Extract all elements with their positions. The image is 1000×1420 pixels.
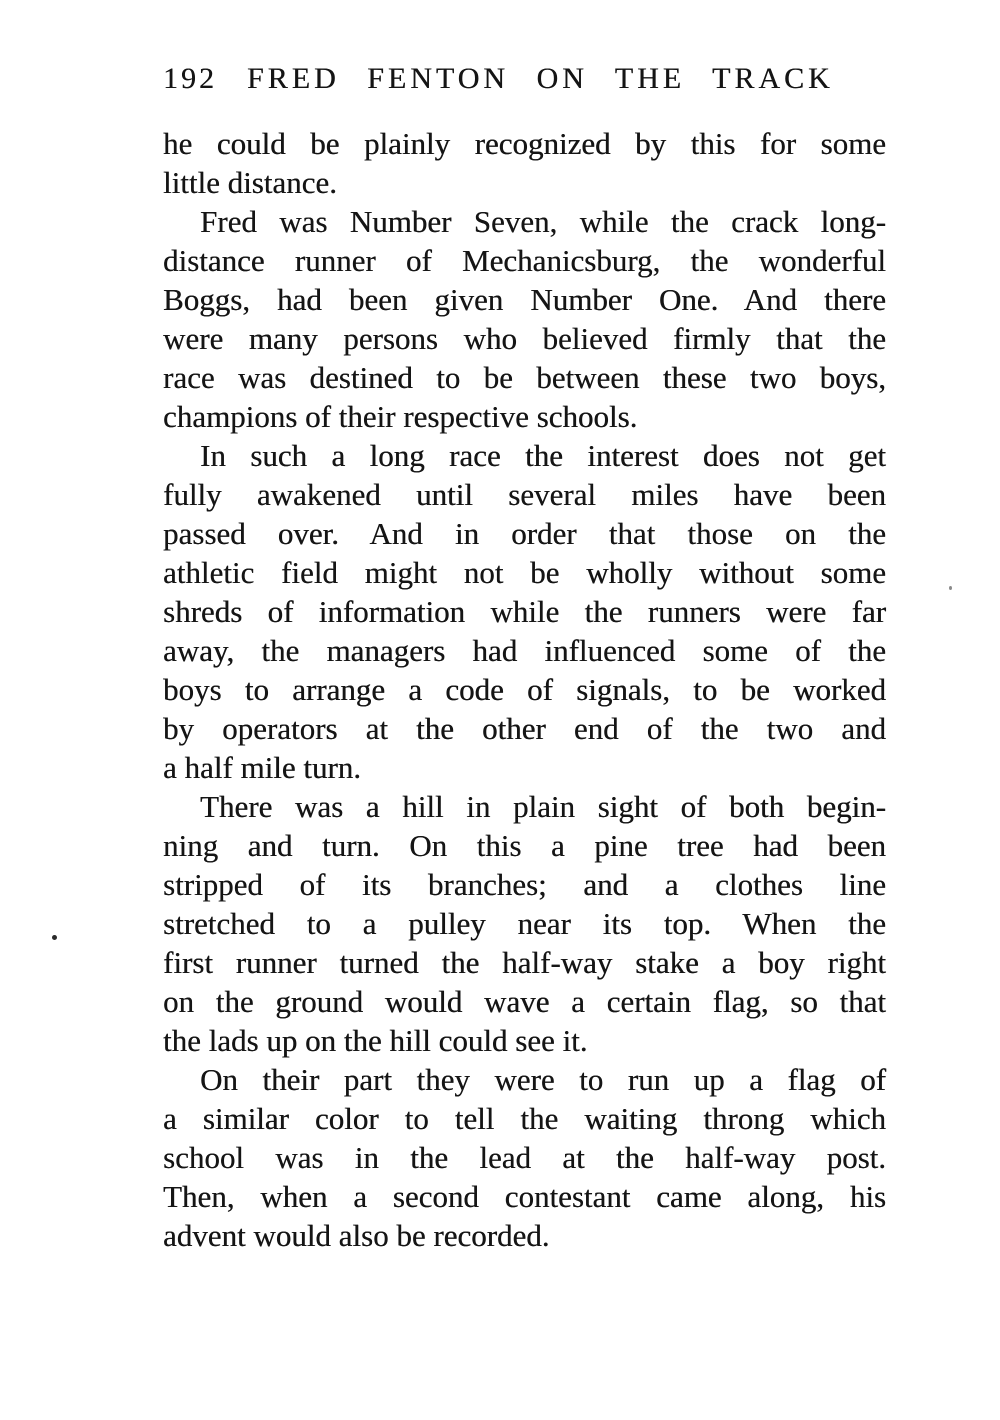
text-line: Boggs, had been given Number One. And there (163, 282, 886, 317)
running-head (163, 62, 834, 96)
paragraph (163, 202, 886, 436)
text-line: fully awakened until several miles have been (163, 477, 886, 512)
text-line: There was a hill in plain sight of both begin- (200, 789, 886, 824)
text-line: Fred was Number Seven, while the crack long- (200, 204, 886, 239)
text-line: champions of their respective schools. (163, 399, 638, 434)
text-line: athletic field might not be wholly without some (163, 555, 886, 590)
text-line: In such a long race the interest does not get (200, 438, 886, 473)
text-line: boys to arrange a code of signals, to be worked (163, 672, 886, 707)
page-number: 192 (163, 62, 217, 95)
text-line: by operators at the other end of the two and (163, 711, 886, 746)
text-line: were many persons who believed firmly that the (163, 321, 886, 356)
text-line: shreds of information while the runners were far (163, 594, 886, 629)
text-line: a half mile turn. (163, 750, 361, 785)
text-line: stretched to a pulley near its top. When the (163, 906, 886, 941)
body-text (163, 124, 886, 1255)
text-line: stripped of its branches; and a clothes line (163, 867, 886, 902)
paragraph (163, 124, 886, 202)
paragraph (163, 436, 886, 787)
text-line: race was destined to be between these two boys, (163, 360, 886, 395)
text-line: first runner turned the half-way stake a boy right (163, 945, 886, 980)
text-line: ning and turn. On this a pine tree had been (163, 828, 886, 863)
text-line: On their part they were to run up a flag of (200, 1062, 886, 1097)
text-line: away, the managers had influenced some of the (163, 633, 886, 668)
text-line: a similar color to tell the waiting throng which (163, 1101, 886, 1136)
scan-speck (949, 586, 952, 590)
scan-speck (52, 935, 57, 940)
text-line: he could be plainly recognized by this for some (163, 126, 886, 161)
text-line: school was in the lead at the half-way post. (163, 1140, 886, 1175)
text-line: on the ground would wave a certain flag, so that (163, 984, 886, 1019)
paragraph (163, 787, 886, 1060)
text-line: Then, when a second contestant came along, his (163, 1179, 886, 1214)
text-line: little distance. (163, 165, 337, 200)
text-line: advent would also be recorded. (163, 1218, 550, 1253)
text-line: the lads up on the hill could see it. (163, 1023, 588, 1058)
paragraph (163, 1060, 886, 1255)
text-line: distance runner of Mechanicsburg, the wonderful (163, 243, 886, 278)
running-title: FRED FENTON ON THE TRACK (247, 62, 834, 95)
text-line: passed over. And in order that those on the (163, 516, 886, 551)
